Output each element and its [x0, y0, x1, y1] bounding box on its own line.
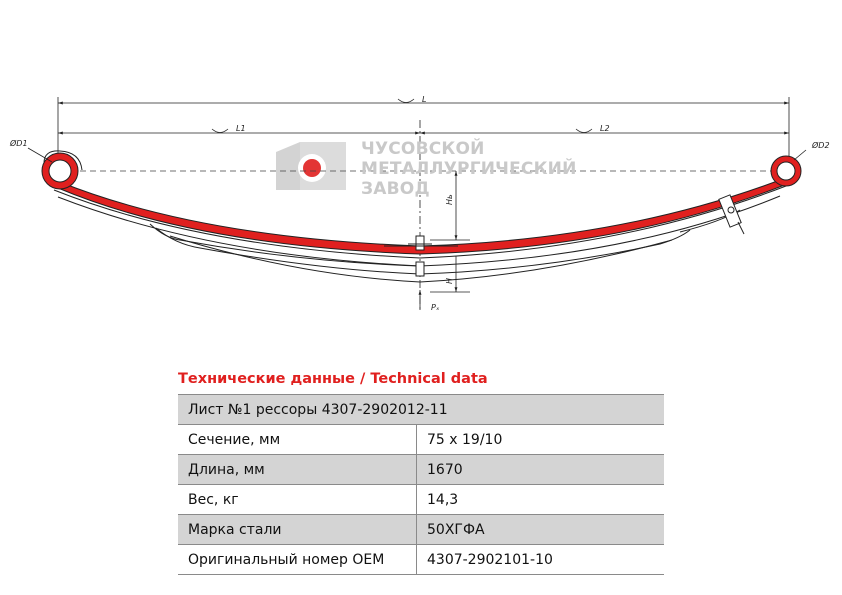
row-label: Марка стали — [178, 515, 417, 545]
row-label: Оригинальный номер OEM — [178, 545, 417, 575]
label-left-length: L1 — [236, 124, 246, 133]
label-right-length: L2 — [600, 124, 610, 133]
right-eye — [771, 156, 801, 186]
label-height: H — [445, 277, 454, 284]
table-header-row — [178, 395, 664, 425]
watermark-line-2: МЕТАЛЛУРГИЧЕСКИЙ — [361, 159, 577, 179]
label-right-eye-diameter: ØD2 — [812, 141, 830, 150]
row-label: Сечение, мм — [178, 425, 417, 455]
row-value: 1670 — [417, 455, 665, 485]
row-label: Вес, кг — [178, 485, 417, 515]
row-value: 4307-2902101-10 — [417, 545, 665, 575]
table-header-cell: Лист №1 рессоры 4307-2902012-11 — [178, 395, 664, 425]
table-row — [178, 425, 664, 455]
row-label: Длина, мм — [178, 455, 417, 485]
row-value: 14,3 — [417, 485, 665, 515]
watermark-line-1: ЧУСОВСКОЙ — [361, 139, 485, 159]
left-eye — [42, 151, 82, 189]
watermark-line-3: ЗАВОД — [361, 179, 430, 199]
label-overall-length: L — [422, 95, 427, 104]
table-row — [178, 485, 664, 515]
label-load: Pₓ — [431, 303, 440, 312]
technical-data-table — [178, 394, 664, 575]
table-row — [178, 515, 664, 545]
label-left-eye-diameter: ØD1 — [10, 139, 28, 148]
row-value: 75 x 19/10 — [417, 425, 665, 455]
centre-bolt — [384, 236, 458, 276]
factory-logo-icon — [276, 142, 346, 190]
technical-data-title: Технические данные / Technical data — [178, 371, 488, 387]
table-row — [178, 455, 664, 485]
row-value: 50ХГФА — [417, 515, 665, 545]
watermark-company-name — [361, 139, 577, 199]
label-arc-height: Hь — [445, 194, 454, 205]
table-row — [178, 545, 664, 575]
